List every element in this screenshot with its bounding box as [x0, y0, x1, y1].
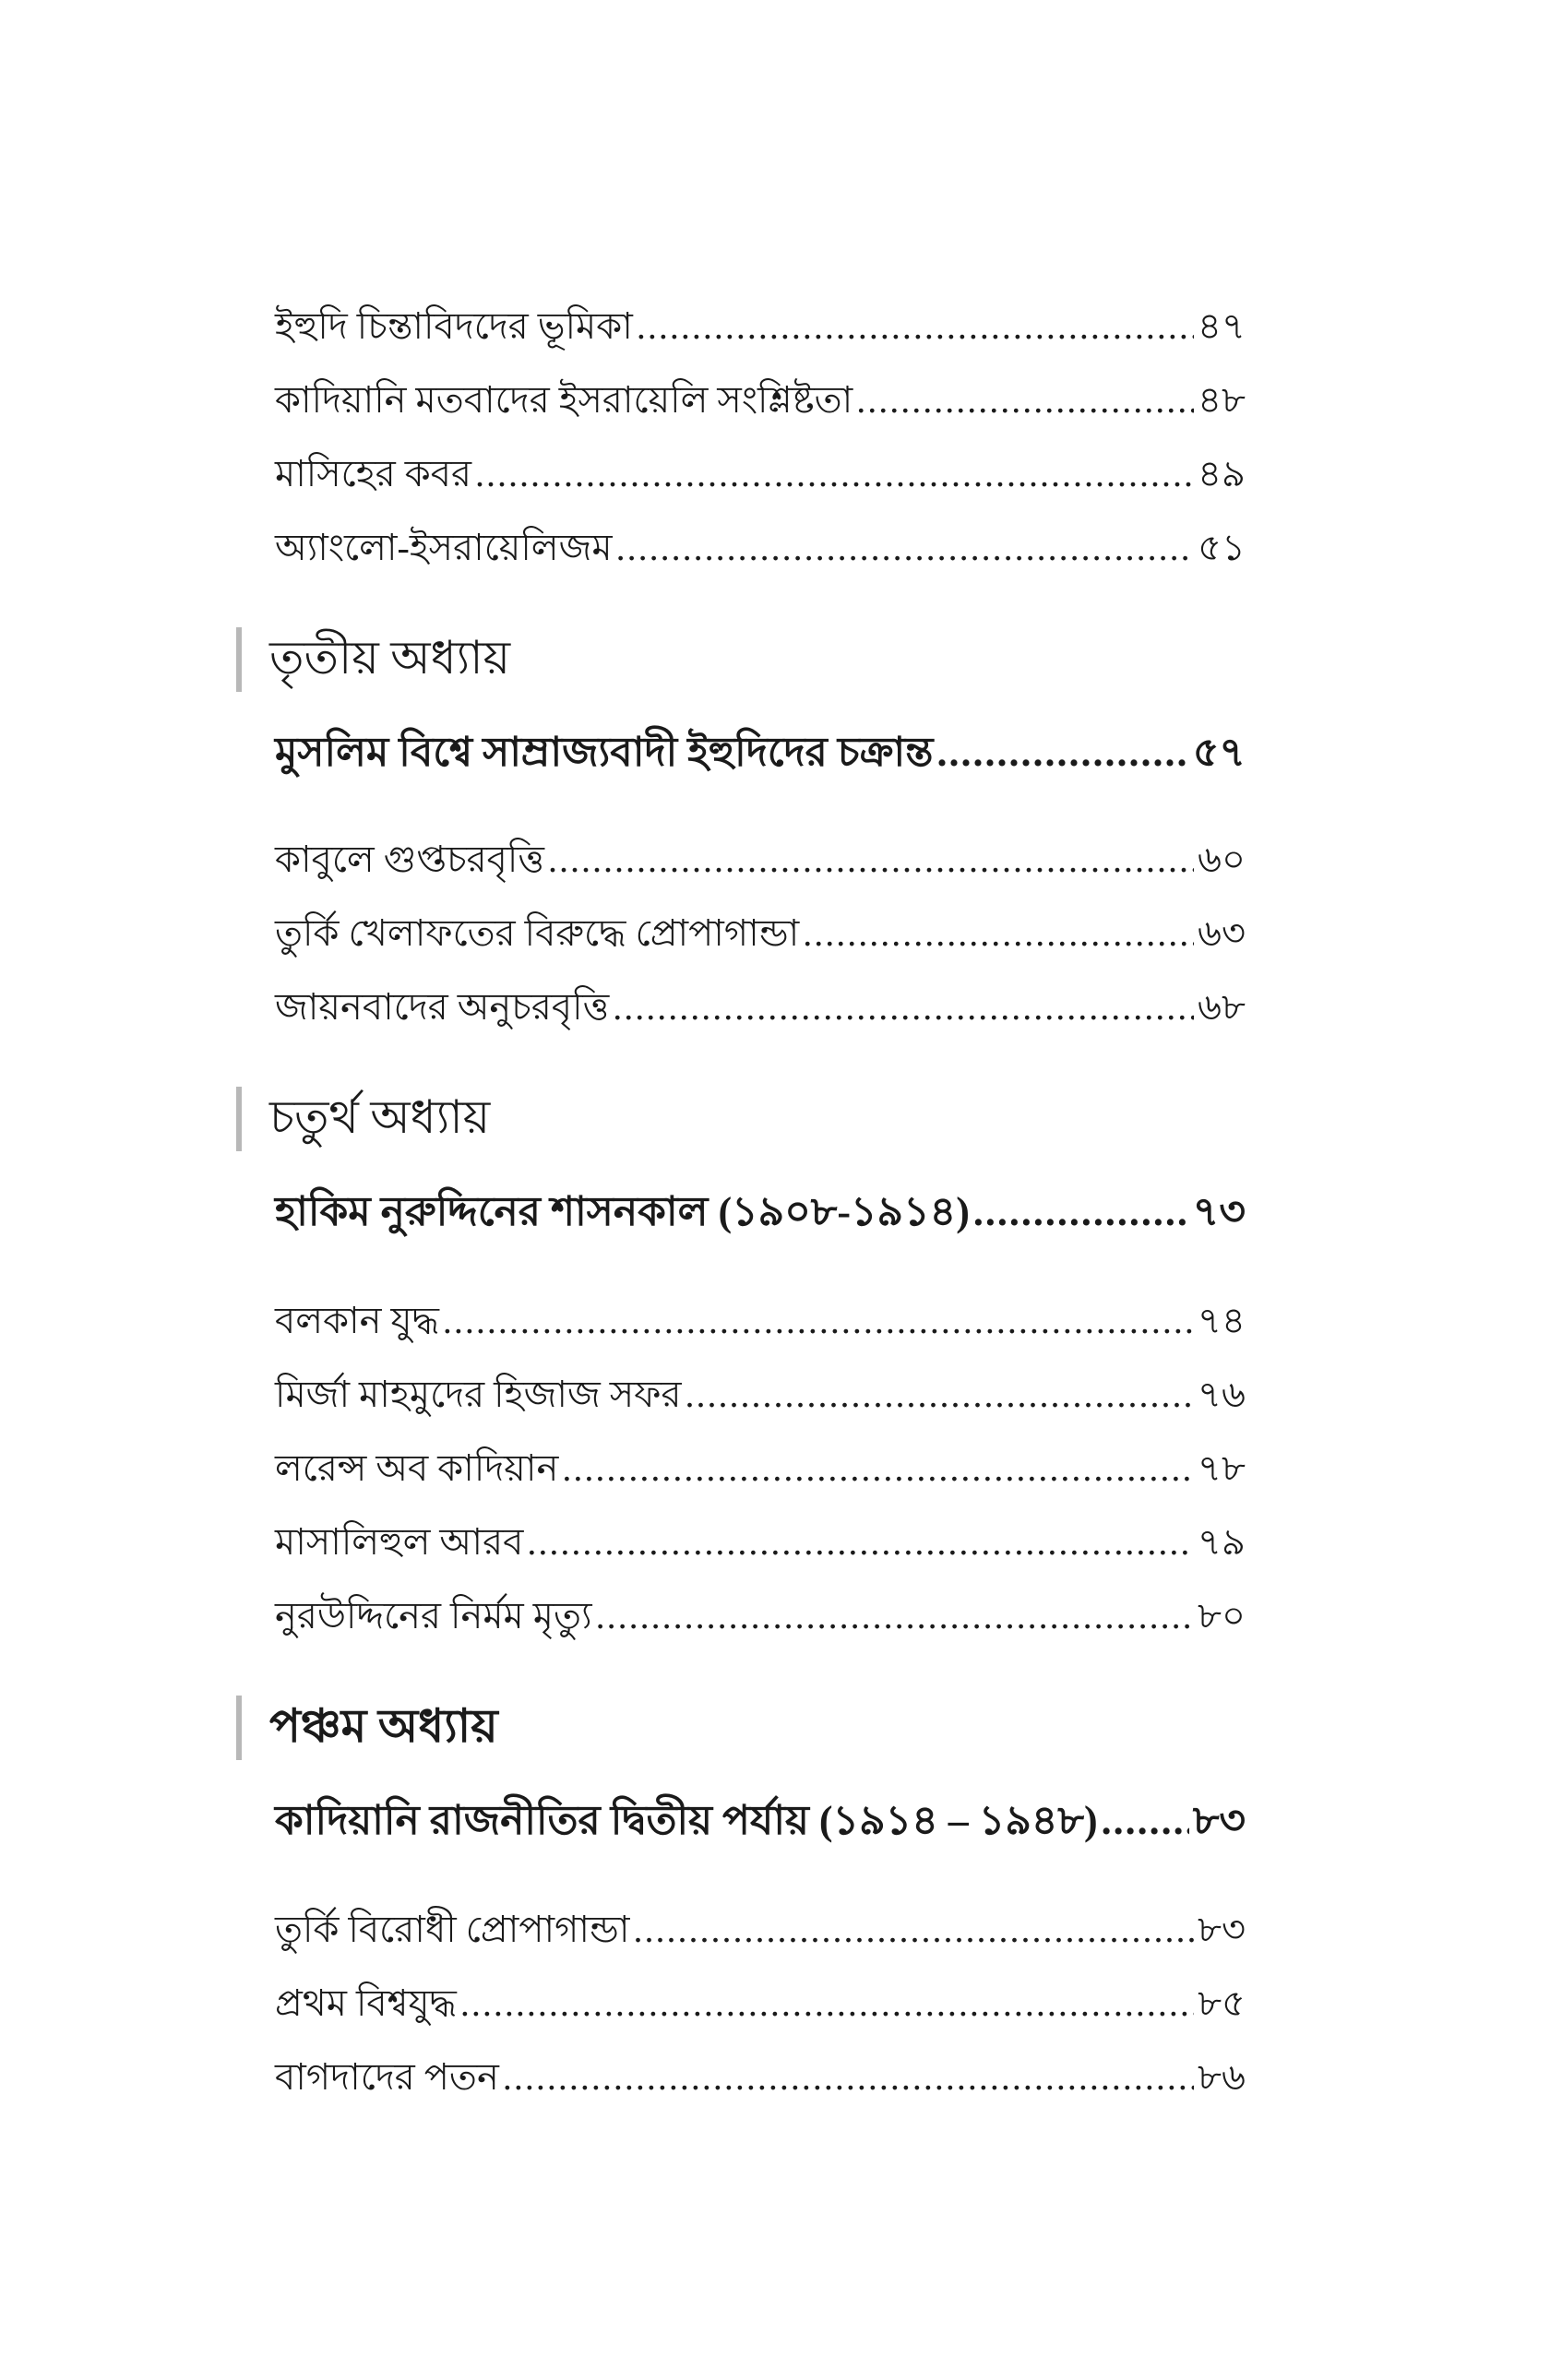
toc-entry-title: ইহুদি চিন্তাবিদদের ভূমিকা — [275, 305, 633, 347]
dot-leader — [1102, 1797, 1189, 1844]
toc-entry-title: কাদিয়ানি রাজনীতির দ্বিতীয় পর্যায় (১৯১৪ – ১৯৪৮) — [275, 1798, 1098, 1843]
toc-entry[interactable] — [275, 830, 1246, 880]
dot-leader — [475, 452, 1194, 495]
chapter-heading: চতুর্থ অধ্যায় — [236, 1087, 490, 1151]
toc-entry-title: নুরউদ্দিনের নির্মম মৃত্যু — [275, 1595, 592, 1636]
toc-entry-page: ৮০ — [1198, 1595, 1246, 1636]
toc-entry-page: ৮৬ — [1198, 2056, 1246, 2098]
toc-entry-page: ৬৩ — [1197, 912, 1246, 954]
toc-entry-page: ৫১ — [1198, 527, 1246, 568]
dot-leader — [443, 1299, 1194, 1342]
toc-entry-title: মুসলিম বিশ্বে সাম্রাজ্যবাদী ইহুদিদের চক্রান্ত — [275, 730, 934, 775]
toc-entry-page: ৭৪ — [1198, 1300, 1246, 1341]
toc-entry-title: বাগদাদের পতন — [275, 2056, 499, 2098]
toc-entry[interactable] — [275, 904, 1246, 954]
dot-leader — [973, 1188, 1189, 1235]
toc-entry[interactable] — [275, 2048, 1246, 2098]
toc-entry-page: ৪৮ — [1198, 379, 1246, 421]
toc-entry-page: ৭৩ — [1192, 1189, 1246, 1234]
toc-entry-title: জায়নবাদের অনুচরবৃত্তি — [275, 986, 610, 1028]
toc-entry[interactable] — [275, 518, 1246, 568]
toc-entry-title: তুর্কি বিরোধী প্রোপাগান্ডা — [275, 1909, 630, 1950]
toc-entry-title: মির্জা মাহমুদের হিজাজ সফর — [275, 1374, 682, 1415]
toc-entry-title: বলকান যুদ্ধ — [275, 1300, 439, 1341]
dot-leader — [548, 838, 1194, 881]
dot-leader — [503, 2055, 1194, 2099]
toc-entry-page: ৪৯ — [1198, 453, 1246, 494]
dot-leader — [856, 378, 1194, 422]
toc-entry-title: কাদিয়ানি মতবাদের ইসরায়েলি সংশ্লিষ্টতা — [275, 379, 853, 421]
toc-entry-title: অ্যাংলো-ইসরায়েলিজম — [275, 527, 613, 568]
toc-entry-page: ৬৮ — [1198, 986, 1246, 1028]
toc-entry[interactable] — [275, 1291, 1246, 1341]
toc-entry-page: ৪৭ — [1198, 305, 1246, 347]
toc-entry[interactable] — [275, 1365, 1246, 1415]
dot-leader — [596, 1594, 1194, 1637]
dot-leader — [803, 911, 1194, 955]
toc-entry-title: প্রথম বিশ্বযুদ্ধ — [275, 1982, 457, 2024]
toc-entry-page: ৭৯ — [1198, 1521, 1246, 1563]
chapter-heading: পঞ্চম অধ্যায় — [236, 1696, 498, 1760]
dot-leader — [527, 1520, 1194, 1564]
toc-entry[interactable] — [275, 1974, 1246, 2024]
chapter-main-entry[interactable] — [275, 721, 1246, 777]
toc-entry-title: হাকিম নুরুদ্দিনের শাসনকাল (১৯০৮-১৯১৪) — [275, 1189, 970, 1234]
dot-leader — [685, 1373, 1194, 1416]
dot-leader — [460, 1981, 1194, 2025]
toc-entry-title: মাসালিহুল আরব — [275, 1521, 524, 1563]
toc-entry-page: ৮৩ — [1192, 1798, 1246, 1843]
toc-entry-page: ৮৫ — [1198, 1982, 1246, 2024]
chapter-main-entry[interactable] — [275, 1181, 1246, 1236]
toc-entry-page: ৭৬ — [1197, 1374, 1246, 1415]
chapter-heading: তৃতীয় অধ্যায় — [236, 627, 510, 692]
toc-entry[interactable] — [275, 371, 1246, 421]
toc-entry[interactable] — [275, 1900, 1246, 1950]
toc-entry[interactable] — [275, 1513, 1246, 1563]
toc-entry-page: ৬০ — [1197, 839, 1246, 880]
dot-leader — [616, 526, 1195, 569]
toc-entry-page: ৭৮ — [1198, 1447, 1246, 1489]
toc-entry[interactable] — [275, 1587, 1246, 1636]
toc-entry-title: মাসিহের কবর — [275, 453, 472, 494]
toc-entry-title: লরেন্স অব কাদিয়ান — [275, 1447, 559, 1489]
dot-leader — [633, 1908, 1194, 1951]
dot-leader — [613, 985, 1194, 1029]
toc-entry[interactable] — [275, 297, 1246, 347]
chapter-main-entry[interactable] — [275, 1790, 1246, 1845]
toc-entry-title: তুর্কি খেলাফতের বিরুদ্ধে প্রোপাগান্ডা — [275, 912, 800, 954]
toc-entry[interactable] — [275, 978, 1246, 1028]
toc-entry[interactable] — [275, 445, 1246, 494]
toc-entry-page: ৫৭ — [1192, 730, 1246, 775]
dot-leader — [637, 304, 1194, 348]
toc-entry-page: ৮৩ — [1198, 1909, 1246, 1950]
toc-entry-title: কাবুলে গুপ্তচরবৃত্তি — [275, 839, 544, 880]
toc-entry[interactable] — [275, 1439, 1246, 1489]
dot-leader — [937, 729, 1189, 776]
dot-leader — [562, 1446, 1194, 1490]
